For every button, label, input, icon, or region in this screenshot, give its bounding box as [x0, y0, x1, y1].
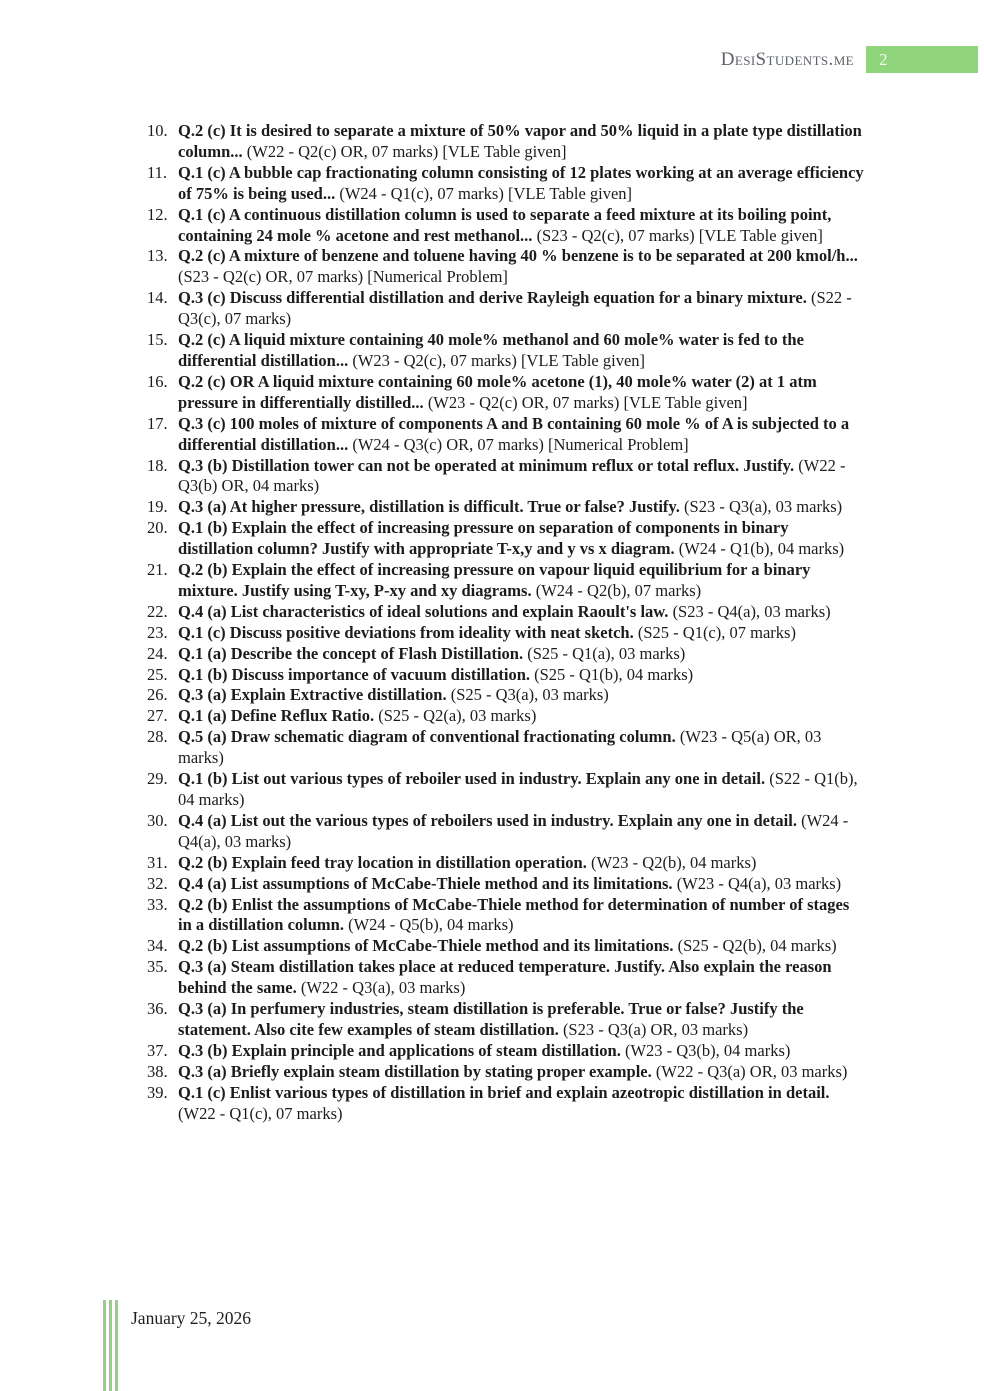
question-number: 10. — [147, 121, 168, 140]
footer-decoration-bars — [103, 1300, 118, 1391]
page-number-badge: 2 — [866, 46, 978, 73]
question-item — [147, 288, 864, 330]
question-text: Q.1 (b) List out various types of reboiler used in industry. Explain any one in detail. — [178, 769, 766, 789]
question-ref: (S22 - Q3(c), 07 marks) — [178, 288, 852, 329]
question-text: Q.2 (c) It is desired to separate a mixture of 50% vapor and 50% liquid in a plate type distillation column... — [178, 121, 862, 161]
question-ref: (W23 - Q2(c), 07 marks) [VLE Table given] — [352, 350, 646, 370]
question-item — [147, 706, 864, 727]
question-item — [147, 999, 864, 1041]
question-item — [147, 873, 864, 895]
question-number: 15. — [147, 330, 168, 350]
question-item — [147, 121, 864, 163]
question-text: Q.3 (a) At higher pressure, distillation is difficult. True or false? Justify. — [178, 497, 680, 517]
question-number: 37. — [147, 1040, 168, 1060]
question-item — [147, 769, 864, 811]
question-ref: (W24 - Q4(a), 03 marks) — [178, 810, 849, 851]
question-text: Q.1 (c) A bubble cap fractionating column consisting of 12 plates working at an average efficiency of 75% is being used... — [178, 162, 864, 203]
question-item — [147, 518, 864, 560]
question-ref: (W23 - Q5(a) OR, 03 marks) — [178, 727, 822, 768]
site-brand: DesiStudents.me — [720, 48, 854, 70]
question-number: 39. — [147, 1082, 168, 1102]
question-number: 26. — [147, 685, 168, 705]
question-text: Q.2 (c) A liquid mixture containing 40 mole% methanol and 60 mole% water is fed to the differential distillation... — [178, 330, 804, 370]
question-number: 36. — [147, 999, 168, 1019]
question-ref: (W22 - Q3(a), 03 marks) — [300, 978, 466, 998]
question-item — [147, 162, 864, 205]
question-item — [147, 1061, 864, 1083]
question-ref: (S23 - Q3(a) OR, 03 marks) — [562, 1019, 749, 1039]
question-number: 24. — [147, 643, 168, 663]
question-number: 19. — [147, 497, 168, 517]
question-item — [147, 601, 864, 623]
question-ref: (S22 - Q1(b), 04 marks) — [178, 769, 858, 809]
question-text: Q.1 (c) A continuous distillation column is used to separate a feed mixture at its boiling point, containing 24 mole % acetone and rest methanol... — [178, 204, 832, 245]
question-text: Q.4 (a) List assumptions of McCabe-Thiele method and its limitations. — [178, 873, 673, 893]
question-text: Q.3 (b) Explain principle and applications of steam distillation. — [178, 1040, 621, 1060]
question-ref: (W23 - Q2(b), 04 marks) — [590, 852, 757, 872]
question-text: Q.2 (b) List assumptions of McCabe-Thiele method and its limitations. — [178, 936, 674, 956]
question-item — [147, 622, 864, 644]
question-item — [147, 894, 864, 937]
question-ref: (W24 - Q5(b), 04 marks) — [348, 915, 514, 935]
question-ref: (W24 - Q3(c) OR, 07 marks) [Numerical Problem] — [352, 434, 689, 454]
green-bar — [115, 1300, 118, 1391]
question-ref: (S25 - Q2(a), 03 marks) — [378, 706, 537, 726]
question-number: 35. — [147, 957, 168, 977]
question-ref: (W22 - Q1(c), 07 marks) — [178, 1103, 343, 1123]
question-number: 27. — [147, 706, 168, 726]
question-number: 33. — [147, 894, 168, 914]
question-item — [147, 664, 864, 686]
question-item — [147, 1082, 864, 1125]
question-text: Q.3 (a) In perfumery industries, steam distillation is preferable. True or false? Justify the statement. Also cite few examples of steam distillation. — [178, 999, 804, 1039]
question-ref: (W23 - Q3(b), 04 marks) — [624, 1040, 791, 1060]
question-ref: (W23 - Q4(a), 03 marks) — [676, 873, 842, 893]
question-item — [147, 1040, 864, 1062]
question-number: 20. — [147, 518, 168, 538]
question-list — [147, 121, 864, 1125]
question-text: Q.1 (b) Explain the effect of increasing pressure on separation of components in binary distillation column? Justify with appropriate T-x,y and y vs x diagram. — [178, 518, 789, 559]
question-text: Q.3 (a) Briefly explain steam distillation by stating proper example. — [178, 1061, 652, 1081]
question-item — [147, 852, 864, 874]
question-item — [147, 455, 864, 498]
question-text: Q.3 (b) Distillation tower can not be operated at minimum reflux or total reflux. Justify. — [178, 455, 795, 475]
question-number: 14. — [147, 288, 168, 308]
question-item — [147, 643, 864, 665]
question-text: Q.2 (b) Explain the effect of increasing pressure on vapour liquid equilibrium for a binary mixture. Justify using T-xy, P-xy and xy diagrams. — [178, 560, 811, 600]
question-ref: (W24 - Q2(b), 07 marks) — [535, 580, 702, 600]
question-item — [147, 330, 864, 372]
question-ref: (S25 - Q1(a), 03 marks) — [527, 643, 686, 663]
question-number: 38. — [147, 1061, 168, 1081]
question-number: 12. — [147, 204, 168, 224]
question-item — [147, 957, 864, 999]
footer-date: January 25, 2026 — [131, 1308, 252, 1328]
question-text: Q.2 (b) Enlist the assumptions of McCabe-Thiele method for determination of number of stages in a distillation column. — [178, 894, 850, 935]
question-item — [147, 810, 864, 853]
question-ref: (W22 - Q2(c) OR, 07 marks) [VLE Table given] — [246, 141, 567, 161]
question-number: 34. — [147, 936, 168, 956]
question-ref: (S23 - Q2(c) OR, 07 marks) [Numerical Problem] — [178, 267, 508, 287]
question-text: Q.3 (a) Explain Extractive distillation. — [178, 685, 447, 705]
question-text: Q.5 (a) Draw schematic diagram of conventional fractionating column. — [178, 727, 676, 747]
question-item — [147, 497, 864, 518]
question-item — [147, 246, 864, 288]
question-ref: (W22 - Q3(b) OR, 04 marks) — [178, 455, 846, 496]
question-text: Q.1 (a) Define Reflux Ratio. — [178, 706, 375, 726]
question-text: Q.2 (c) A mixture of benzene and toluene having 40 % benzene is to be separated at 200 kmol/h... — [178, 246, 858, 266]
green-bar — [103, 1300, 106, 1391]
question-text: Q.1 (c) Discuss positive deviations from ideality with neat sketch. — [178, 622, 634, 642]
question-ref: (S25 - Q2(b), 04 marks) — [677, 936, 837, 956]
question-ref: (W23 - Q2(c) OR, 07 marks) [VLE Table given] — [427, 392, 748, 412]
question-ref: (S23 - Q2(c), 07 marks) [VLE Table given] — [536, 225, 823, 245]
question-number: 11. — [147, 162, 168, 182]
question-ref: (S25 - Q3(a), 03 marks) — [450, 685, 609, 705]
question-number: 16. — [147, 371, 168, 391]
question-ref: (S25 - Q1(b), 04 marks) — [534, 664, 694, 684]
question-text: Q.4 (a) List characteristics of ideal solutions and explain Raoult's law. — [178, 601, 669, 621]
question-number: 32. — [147, 873, 168, 893]
question-ref: (W22 - Q3(a) OR, 03 marks) — [655, 1061, 848, 1081]
question-text: Q.3 (c) Discuss differential distillation and derive Rayleigh equation for a binary mixture. — [178, 288, 807, 308]
question-number: 22. — [147, 601, 168, 621]
question-item — [147, 936, 864, 957]
question-text: Q.2 (c) OR A liquid mixture containing 60 mole% acetone (1), 40 mole% water (2) at 1 atm pressure in differentially distilled... — [178, 371, 817, 412]
page-header — [721, 46, 978, 73]
question-item — [147, 727, 864, 769]
question-item — [147, 204, 864, 247]
question-ref: (S23 - Q4(a), 03 marks) — [672, 601, 831, 621]
question-text: Q.3 (c) 100 moles of mixture of components A and B containing 60 mole % of A is subjected to a differential distillation... — [178, 413, 850, 454]
question-text: Q.3 (a) Steam distillation takes place at reduced temperature. Justify. Also explain the reason behind the same. — [178, 957, 832, 998]
question-item — [147, 371, 864, 414]
question-ref: (S23 - Q3(a), 03 marks) — [684, 497, 843, 517]
question-text: Q.1 (b) Discuss importance of vacuum distillation. — [178, 664, 531, 684]
question-text: Q.1 (c) Enlist various types of distillation in brief and explain azeotropic distillation in detail. — [178, 1082, 830, 1102]
green-bar — [109, 1300, 112, 1391]
question-item — [147, 560, 864, 602]
question-number: 28. — [147, 727, 168, 747]
question-number: 17. — [147, 413, 168, 433]
question-number: 31. — [147, 852, 168, 872]
question-number: 23. — [147, 622, 168, 642]
question-text: Q.2 (b) Explain feed tray location in distillation operation. — [178, 852, 587, 872]
question-number: 13. — [147, 246, 168, 266]
question-item — [147, 413, 864, 456]
question-item — [147, 685, 864, 706]
question-text: Q.4 (a) List out the various types of reboilers used in industry. Explain any one in detail. — [178, 810, 797, 830]
question-number: 25. — [147, 664, 168, 684]
question-ref: (S25 - Q1(c), 07 marks) — [637, 622, 796, 642]
question-ref: (W24 - Q1(c), 07 marks) [VLE Table given] — [339, 183, 633, 203]
question-text: Q.1 (a) Describe the concept of Flash Distillation. — [178, 643, 524, 663]
question-ref: (W24 - Q1(b), 04 marks) — [678, 539, 845, 559]
question-number: 30. — [147, 810, 168, 830]
question-number: 18. — [147, 455, 168, 475]
question-number: 29. — [147, 769, 168, 789]
question-number: 21. — [147, 560, 168, 580]
